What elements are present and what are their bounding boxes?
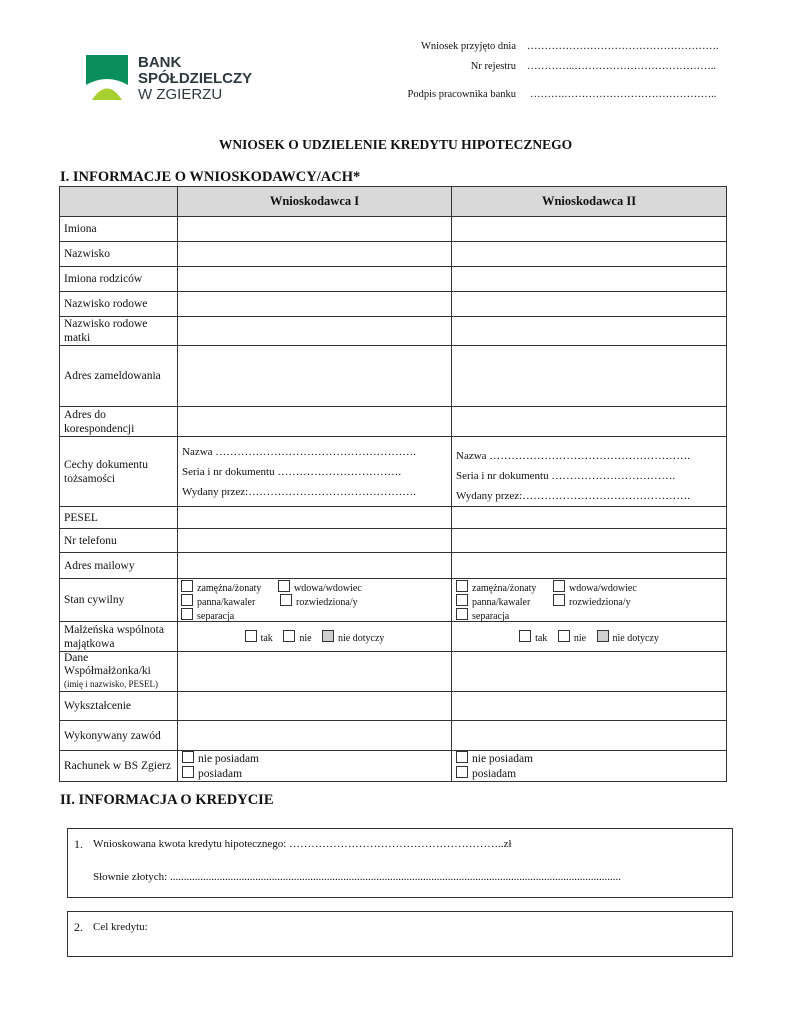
nr-telefonu-field-1[interactable]	[178, 529, 452, 553]
marital-options-1	[178, 579, 452, 622]
marital-separated-2[interactable]: separacja	[456, 608, 509, 622]
logo-line3: W ZGIERZU	[138, 86, 223, 103]
imiona-field-2[interactable]	[452, 217, 727, 242]
label-adres-mailowy: Adres mailowy	[60, 553, 178, 579]
account-none-2[interactable]: nie posiadam	[456, 751, 722, 766]
checkbox-icon[interactable]	[181, 608, 193, 620]
document-details-2	[452, 437, 727, 507]
logo-line1: BANK	[138, 54, 182, 71]
doc-series-field-1[interactable]: Seria i nr dokumentu …………………………….	[182, 465, 402, 478]
credit-amount-field[interactable]: Wnioskowana kwota kredytu hipotecznego: …………………………………………………..zł	[93, 838, 512, 850]
row-pesel	[60, 507, 727, 529]
row-zawod	[60, 721, 727, 751]
checkbox-icon[interactable]	[182, 751, 194, 763]
row-imiona-rodzicow	[60, 267, 727, 292]
credit-purpose-box	[67, 911, 733, 957]
account-options-2	[452, 751, 727, 782]
label-dane-malzonka-note: (imię i nazwisko, PESEL)	[64, 679, 158, 689]
received-label: Wniosek przyjęto dnia	[420, 41, 516, 52]
adres-mailowy-field-2[interactable]	[452, 553, 727, 579]
marital-single-2[interactable]: panna/kawaler	[456, 594, 530, 608]
account-have-1[interactable]: posiadam	[182, 766, 447, 781]
property-na-2[interactable]: nie dotyczy	[597, 633, 659, 644]
label-imiona: Imiona	[60, 217, 178, 242]
marital-married-1[interactable]: zamężna/żonaty	[181, 580, 261, 594]
section2-title: II. INFORMACJA O KREDYCIE	[60, 792, 274, 808]
row-adres-zameldowania	[60, 346, 727, 407]
checkbox-icon[interactable]	[181, 580, 193, 592]
label-nr-telefonu: Nr telefonu	[60, 529, 178, 553]
nazwisko-rodowe-matki-field-1[interactable]	[178, 317, 452, 346]
amount-in-words-field[interactable]: Słownie złotych: ....................................................................................................................................................................	[93, 871, 621, 883]
marital-widowed-2[interactable]: wdowa/wdowiec	[553, 580, 637, 594]
register-label: Nr rejestru	[470, 61, 516, 72]
checkbox-icon[interactable]	[553, 580, 565, 592]
zawod-field-2[interactable]	[452, 721, 727, 751]
marital-single-1[interactable]: panna/kawaler	[181, 594, 255, 608]
pesel-field-2[interactable]	[452, 507, 727, 529]
document-details-1	[178, 437, 452, 507]
checkbox-icon[interactable]	[456, 751, 468, 763]
question-2-number: 2.	[74, 920, 83, 934]
marital-divorced-2[interactable]: rozwiedziona/y	[553, 594, 631, 608]
bank-logo-icon	[86, 55, 132, 101]
row-stan-cywilny	[60, 579, 727, 622]
checkbox-icon[interactable]	[597, 630, 609, 642]
label-nazwisko: Nazwisko	[60, 242, 178, 267]
row-wspolnota	[60, 622, 727, 652]
checkbox-icon[interactable]	[456, 608, 468, 620]
adres-zameldowania-field-1[interactable]	[178, 346, 452, 407]
property-yes-2[interactable]: tak	[519, 633, 547, 644]
doc-issuer-field-2[interactable]: Wydany przez:……………………………………….	[456, 489, 690, 502]
adres-korespondencji-field-2[interactable]	[452, 407, 727, 437]
received-field[interactable]: ……………………………………………….	[527, 41, 719, 52]
imiona-rodzicow-field-2[interactable]	[452, 267, 727, 292]
account-have-2[interactable]: posiadam	[456, 766, 722, 781]
property-options-1	[178, 622, 452, 652]
marital-separated-1[interactable]: separacja	[181, 608, 234, 622]
checkbox-icon[interactable]	[456, 766, 468, 778]
row-adres-mailowy	[60, 553, 727, 579]
property-na-1[interactable]: nie dotyczy	[322, 633, 384, 644]
row-nazwisko-rodowe-matki	[60, 317, 727, 346]
marital-divorced-1[interactable]: rozwiedziona/y	[280, 594, 358, 608]
account-none-1[interactable]: nie posiadam	[182, 751, 447, 766]
nazwisko-rodowe-field-1[interactable]	[178, 292, 452, 317]
doc-name-field-2[interactable]: Nazwa ……………………………………………….	[456, 449, 691, 462]
checkbox-icon[interactable]	[280, 594, 292, 606]
checkbox-icon[interactable]	[283, 630, 295, 642]
credit-amount-box	[67, 828, 733, 898]
label-adres-korespondencji: Adres do korespondencji	[60, 407, 178, 437]
applicants-table	[59, 186, 727, 782]
dane-malzonka-field-2[interactable]	[452, 652, 727, 692]
register-field[interactable]: …………..…………………………………..	[527, 61, 716, 72]
marital-options-2	[452, 579, 727, 622]
checkbox-icon[interactable]	[245, 630, 257, 642]
label-dane-malzonka	[60, 652, 178, 692]
bank-logo	[86, 55, 266, 103]
property-yes-1[interactable]: tak	[245, 633, 273, 644]
checkbox-icon[interactable]	[181, 594, 193, 606]
checkbox-icon[interactable]	[322, 630, 334, 642]
document-title: WNIOSEK O UDZIELENIE KREDYTU HIPOTECZNEGO	[218, 137, 573, 152]
row-nazwisko-rodowe	[60, 292, 727, 317]
credit-purpose-field[interactable]: Cel kredytu:	[93, 921, 148, 933]
adres-mailowy-field-1[interactable]	[178, 553, 452, 579]
header-applicant-1: Wnioskodawca I	[178, 187, 452, 217]
checkbox-icon[interactable]	[558, 630, 570, 642]
imiona-field-1[interactable]	[178, 217, 452, 242]
header-blank-cell	[60, 187, 178, 217]
doc-issuer-field-1[interactable]: Wydany przez:……………………………………….	[182, 485, 416, 498]
label-zawod: Wykonywany zawód	[60, 721, 178, 751]
question-1-number: 1.	[74, 837, 83, 851]
marital-married-2[interactable]: zamężna/żonaty	[456, 580, 536, 594]
account-options-1	[178, 751, 452, 782]
nr-telefonu-field-2[interactable]	[452, 529, 727, 553]
wyksztalcenie-field-2[interactable]	[452, 692, 727, 721]
label-stan-cywilny: Stan cywilny	[60, 579, 178, 622]
pesel-field-1[interactable]	[178, 507, 452, 529]
row-wyksztalcenie	[60, 692, 727, 721]
label-nazwisko-rodowe-matki: Nazwisko rodowe matki	[60, 317, 178, 346]
label-nazwisko-rodowe: Nazwisko rodowe	[60, 292, 178, 317]
label-imiona-rodzicow: Imiona rodziców	[60, 267, 178, 292]
signature-label: Podpis pracownika banku	[407, 89, 516, 100]
doc-series-field-2[interactable]: Seria i nr dokumentu …………………………….	[456, 469, 676, 482]
checkbox-icon[interactable]	[278, 580, 290, 592]
label-dane-malzonka-text: Dane Współmałżonka/ki	[64, 652, 151, 677]
doc-name-field-1[interactable]: Nazwa ……………………………………………….	[182, 445, 417, 458]
row-adres-korespondencji	[60, 407, 727, 437]
checkbox-icon[interactable]	[456, 594, 468, 606]
row-nr-telefonu	[60, 529, 727, 553]
zawod-field-1[interactable]	[178, 721, 452, 751]
label-wspolnota: Małżeńska wspólnota majątkowa	[60, 622, 178, 652]
section1-title: I. INFORMACJE O WNIOSKODAWCY/ACH*	[60, 169, 361, 185]
nazwisko-field-1[interactable]	[178, 242, 452, 267]
adres-zameldowania-field-2[interactable]	[452, 346, 727, 407]
property-no-2[interactable]: nie	[558, 633, 586, 644]
checkbox-icon[interactable]	[519, 630, 531, 642]
checkbox-icon[interactable]	[456, 580, 468, 592]
checkbox-icon[interactable]	[553, 594, 565, 606]
row-dane-malzonka	[60, 652, 727, 692]
nazwisko-rodowe-matki-field-2[interactable]	[452, 317, 727, 346]
row-rachunek	[60, 751, 727, 782]
dane-malzonka-field-1[interactable]	[178, 652, 452, 692]
table-header-row	[60, 187, 727, 217]
header-applicant-2: Wnioskodawca II	[452, 187, 727, 217]
marital-widowed-1[interactable]: wdowa/wdowiec	[278, 580, 362, 594]
property-options-2	[452, 622, 727, 652]
signature-field[interactable]: ……….……………………………………..	[530, 89, 717, 100]
imiona-rodzicow-field-1[interactable]	[178, 267, 452, 292]
row-nazwisko	[60, 242, 727, 267]
label-adres-zameldowania: Adres zameldowania	[60, 346, 178, 407]
row-cechy-dokumentu	[60, 437, 727, 507]
logo-line2: SPÓŁDZIELCZY	[138, 70, 253, 87]
label-pesel: PESEL	[60, 507, 178, 529]
property-no-1[interactable]: nie	[283, 633, 311, 644]
nazwisko-rodowe-field-2[interactable]	[452, 292, 727, 317]
checkbox-icon[interactable]	[182, 766, 194, 778]
label-cechy-dokumentu: Cechy dokumentu tożsamości	[60, 437, 178, 507]
label-wyksztalcenie: Wykształcenie	[60, 692, 178, 721]
adres-korespondencji-field-1[interactable]	[178, 407, 452, 437]
label-rachunek: Rachunek w BS Zgierz	[60, 751, 178, 782]
nazwisko-field-2[interactable]	[452, 242, 727, 267]
row-imiona	[60, 217, 727, 242]
wyksztalcenie-field-1[interactable]	[178, 692, 452, 721]
